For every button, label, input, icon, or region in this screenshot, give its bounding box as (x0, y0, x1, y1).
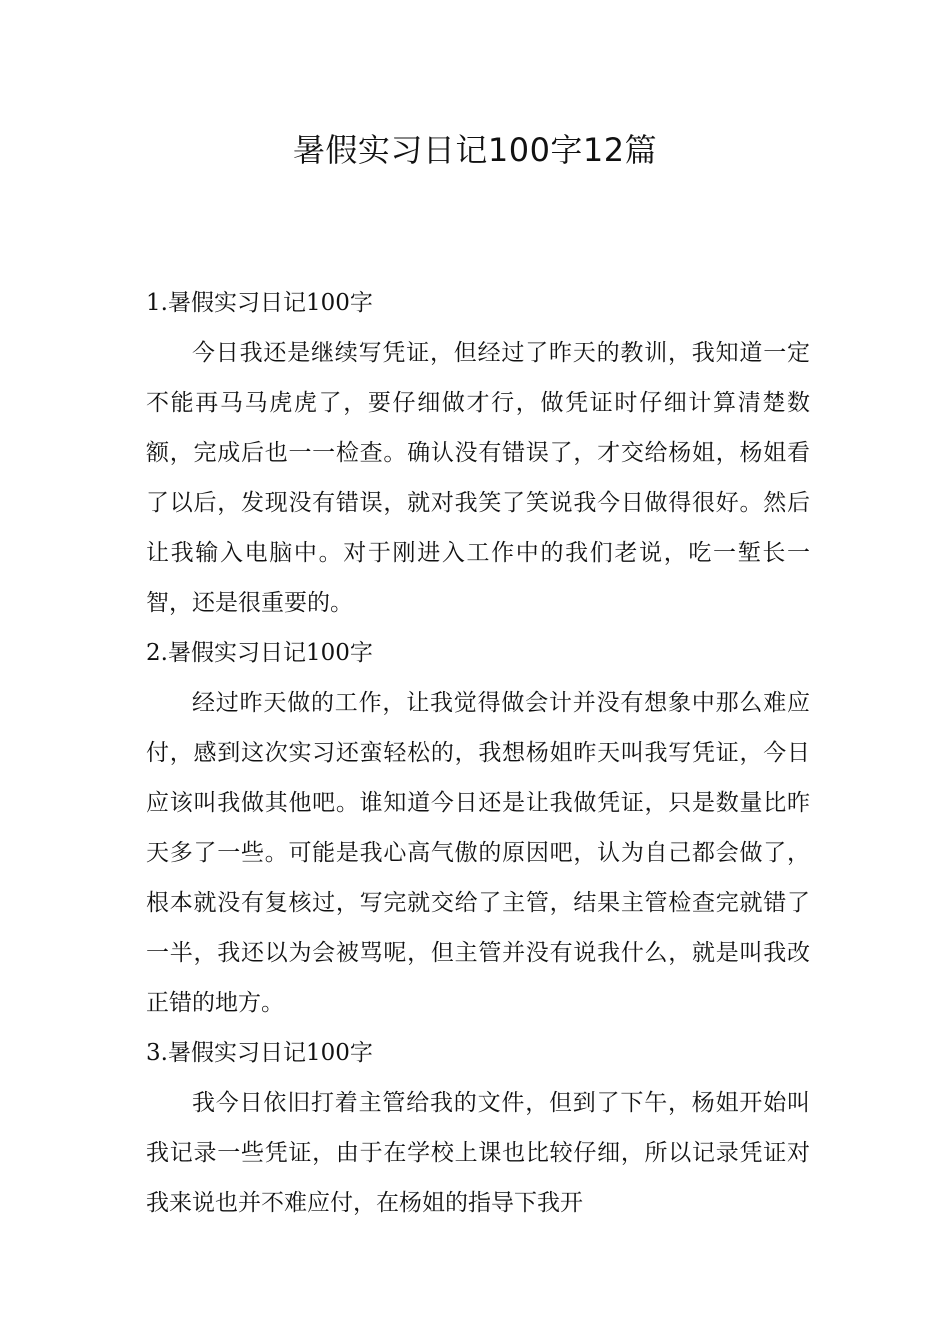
document-title: 暑假实习日记100字12篇 (292, 131, 658, 169)
section-paragraph: 经过昨天做的工作，让我觉得做会计并没有想象中那么难应付，感到这次实习还蛮轻松的，我想杨姐昨天叫我写凭证，今日应该叫我做其他吧。谁知道今日还是让我做凭证，只是数量比昨天多了一些。可能是我心高气傲的原因吧，认为自己都会做了，根本就没有复核过，写完就交给了主管，结果主管检查完就错了一半，我还以为会被骂呢，但主管并没有说我什么，就是叫我改正错的地方。 (146, 690, 810, 1016)
diary-entry-2 (146, 628, 810, 1028)
section-paragraph: 我今日依旧打着主管给我的文件，但到了下午，杨姐开始叫我记录一些凭证，由于在学校上课也比较仔细，所以记录凭证对我来说也并不难应付，在杨姐的指导下我开 (146, 1090, 810, 1216)
section-heading: 3.暑假实习日记100字 (146, 1040, 373, 1066)
document-body (146, 278, 810, 1228)
diary-entry-3 (146, 1028, 810, 1228)
section-heading: 1.暑假实习日记100字 (146, 290, 373, 316)
diary-entry-1 (146, 278, 810, 628)
section-paragraph: 今日我还是继续写凭证，但经过了昨天的教训，我知道一定不能再马马虎虎了，要仔细做才行，做凭证时仔细计算清楚数额，完成后也一一检查。确认没有错误了，才交给杨姐，杨姐看了以后，发现没有错误，就对我笑了笑说我今日做得很好。然后让我输入电脑中。对于刚进入工作中的我们老说，吃一堑长一智，还是很重要的。 (146, 340, 810, 616)
section-heading: 2.暑假实习日记100字 (146, 640, 373, 666)
